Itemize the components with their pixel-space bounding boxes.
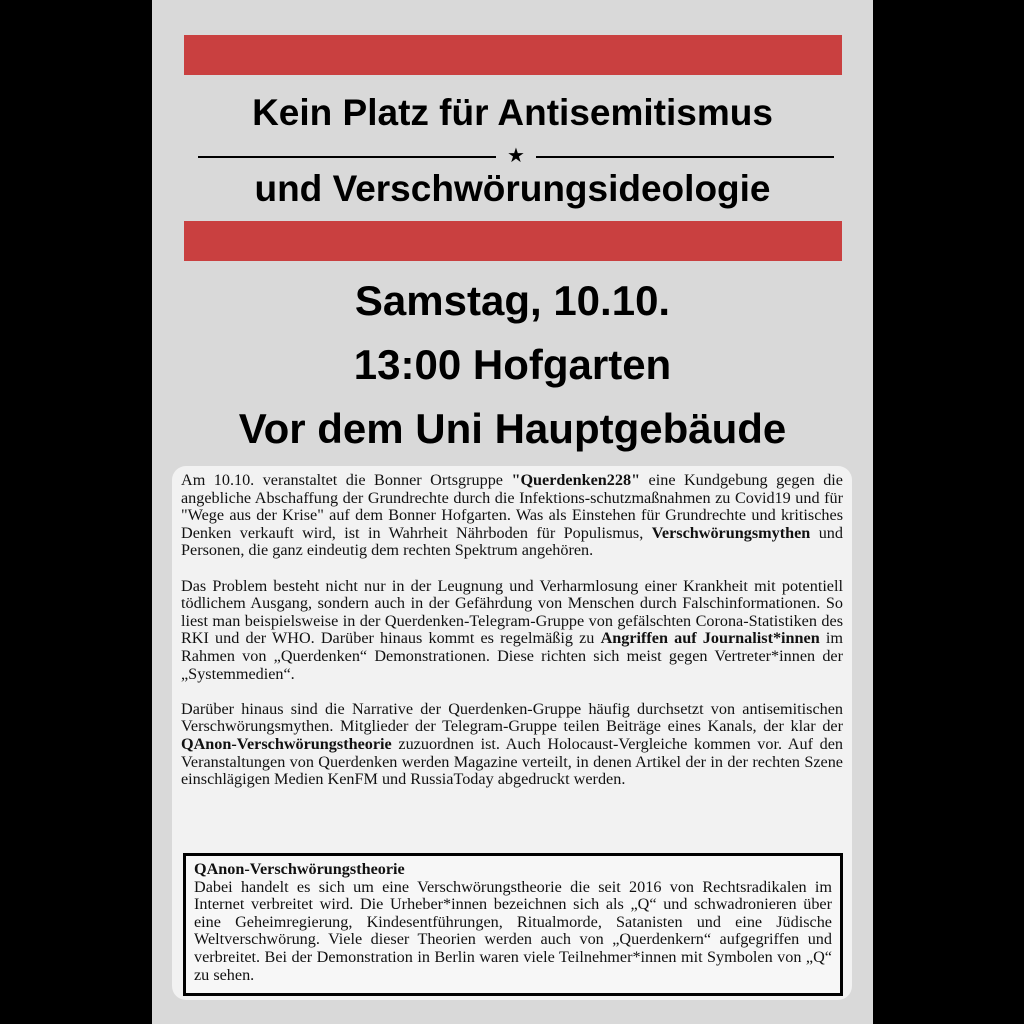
paragraph-1 [181, 472, 843, 560]
p3-text-a: Darüber hinaus sind die Narrative der Querdenken-Gruppe häufig durchsetzt von antisemitischen Verschwörungsmythen. Mitglieder der Telegram-Gruppe teilen Beiträge eines Kanals, der klar der [181, 699, 843, 736]
p1-text-d: und Personen, die ganz eindeutig dem rechten Spektrum angehören. [181, 523, 843, 560]
headline-line-2: und Verschwörungsideologie [254, 168, 771, 209]
paragraph-2 [181, 578, 843, 684]
headline-divider [198, 143, 834, 167]
p2-text-a: Das Problem besteht nicht nur in der Leugnung und Verharmlosung einer Krankheit mit potentiell tödlichem Ausgang, sondern auch in der Gefährdung von Menschen durch Falschinformationen. So liest man beispielsweise in der Querdenken-Telegram-Gruppe von gefälschten Corona-Statistiken des RKI und der WHO. Darüber hinaus kommt es regelmäßig zu [181, 576, 843, 648]
divider-line-left [198, 156, 496, 158]
info-box-title: QAnon-Verschwörungstheorie [194, 860, 405, 878]
qanon-info-box [183, 853, 843, 996]
p1-text-a: Am 10.10. veranstaltet die Bonner Ortsgruppe [181, 471, 512, 489]
p2-bold-angriffe: Angriffen auf Journalist*innen [600, 629, 820, 648]
event-location: Vor dem Uni Hauptgebäude [238, 405, 787, 452]
top-red-bar [184, 35, 842, 75]
star-icon: ★ [507, 143, 525, 167]
p2-text-c: im Rahmen von „Querdenken“ Demonstrationen. Diese richten sich meist gegen Vertreter*innen der „Systemmedien“. [181, 629, 843, 683]
event-date: Samstag, 10.10. [354, 277, 671, 324]
text-panel [172, 466, 852, 1000]
bottom-red-bar [184, 221, 842, 261]
flyer [152, 0, 873, 1024]
event-time-place: 13:00 Hofgarten [353, 341, 672, 388]
divider-line-right [536, 156, 834, 158]
body-text [181, 472, 843, 806]
paragraph-3 [181, 701, 843, 789]
p1-text-c: eine Kundgebung gegen die angebliche Abschaffung der Grundrechte durch die Infektions-schutzmaßnahmen zu Covid19 und für "Wege aus der Krise" auf dem Bonner Hofgarten. Was als Einstehen für Grundrechte und kritisches Denken verkauft wird, ist in Wahrheit Nährboden für Populismus, [181, 471, 843, 542]
info-box-text: Dabei handelt es sich um eine Verschwörungstheorie die seit 2016 von Rechtsradikalen im Internet verbreitet wird. Die Urheber*innen bezeichnen sich als „Q“ und schwadronieren über eine Geheimregierung, Kindesentführungen, Ritualmorde, Satanisten und eine Jüdische Weltverschwörung. Viele dieser Theorien werden auch von „Querdenkern“ aufgegriffen und verbreitet. Bei der Demonstration in Berlin waren viele Teilnehmer*innen mit Symbolen von „Q“ zu sehen. [194, 877, 832, 984]
p3-text-c: zuzuordnen ist. Auch Holocaust-Vergleiche kommen vor. Auf den Veranstaltungen von Querdenken werden Magazine verteilt, in denen Artikel der in der rechten Szene einschlägigen Medien KenFM und RussiaToday abgedruckt werden. [181, 734, 843, 789]
headline-line-1: Kein Platz für Antisemitismus [252, 92, 773, 133]
p1-bold-querdenken: "Querdenken228" [511, 471, 641, 489]
p3-bold-qanon: QAnon-Verschwörungstheorie [181, 734, 392, 753]
p1-bold-verschwoerungsmythen: Verschwörungsmythen [651, 523, 811, 542]
